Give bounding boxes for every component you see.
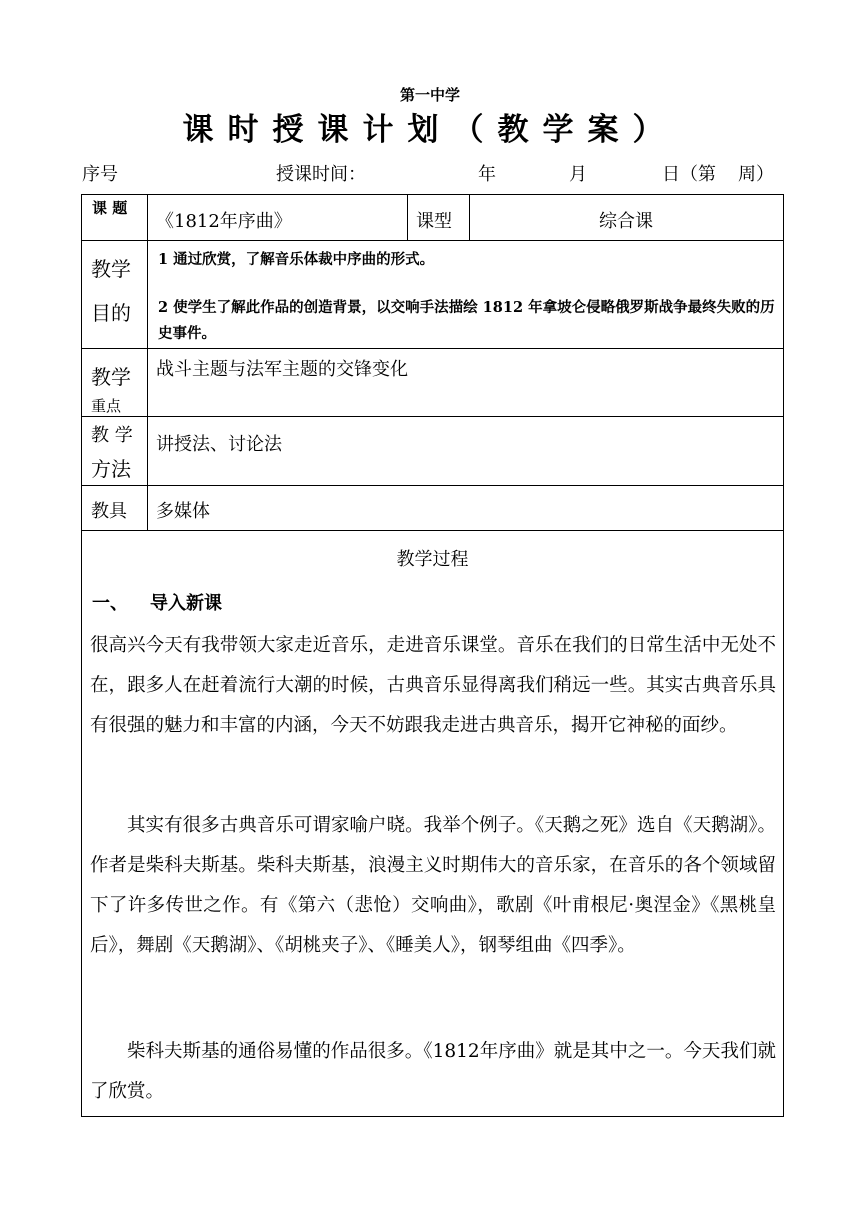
- method-label-1: 教 学: [91, 425, 133, 446]
- year-label: 年: [478, 164, 496, 185]
- body-paragraph: 其实有很多古典音乐可谓家喻户晓。我举个例子。《天鹅之死》选自《天鹅湖》。作者是柴科夫斯基。柴科夫斯基，浪漫主义时期伟大的音乐家，在音乐的各个领域留下了许多传世之作。有《第六（悲怆）交响曲》，歌剧《叶甫根尼·奥涅金》《黑桃皇后》，舞剧《天鹅湖》、《胡桃夹子》、《睡美人》，钢琴组曲《四季》。: [90, 815, 776, 956]
- goal-item: 1 通过欣赏，了解音乐体裁中序曲的形式。: [158, 251, 435, 268]
- focus-label-2: 重点: [91, 397, 122, 415]
- goals-label-1: 教学: [91, 257, 131, 281]
- type-value: 综合课: [599, 211, 653, 232]
- month-label: 月: [569, 164, 587, 185]
- body-paragraph: 柴科夫斯基的通俗易懂的作品很多。《1812年序曲》就是其中之一。今天我们就了欣赏。: [90, 1041, 776, 1102]
- seq-label: 序号: [82, 164, 118, 185]
- type-label: 课型: [416, 211, 452, 232]
- school-name: 第一中学: [399, 86, 460, 104]
- method-label-2: 方法: [91, 457, 131, 481]
- tools-value: 多媒体: [156, 501, 210, 522]
- day-week-label: 日（第: [662, 164, 716, 185]
- page-title: 课时授课计划（教学案）: [182, 112, 678, 148]
- week-close-label: 周）: [738, 164, 774, 185]
- focus-value: 战斗主题与法军主题的交锋变化: [156, 359, 408, 380]
- method-value: 讲授法、讨论法: [156, 434, 282, 455]
- goals-label-2: 目的: [91, 301, 131, 325]
- focus-label-1: 教学: [91, 365, 131, 389]
- time-label: 授课时间：: [276, 164, 366, 185]
- tools-label: 教具: [91, 501, 127, 522]
- schedule-line: [82, 160, 782, 186]
- topic-value: 《1812年序曲》: [156, 211, 292, 232]
- goal-item: 2 使学生了解此作品的创造背景，以交响手法描绘 1812 年拿坡仑侵略俄罗斯战争最终失败的历史事件。: [158, 299, 775, 342]
- lesson-plan-table: [81, 194, 784, 1117]
- process-heading: 教学过程: [396, 549, 469, 570]
- body-paragraph: 很高兴今天有我带领大家走近音乐，走进音乐课堂。音乐在我们的日常生活中无处不在，跟多人在赶着流行大潮的时候，古典音乐显得离我们稍远一些。其实古典音乐具有很强的魅力和丰富的内涵，今天不妨跟我走进古典音乐，揭开它神秘的面纱。: [90, 635, 776, 736]
- topic-label: 课 题: [92, 199, 128, 217]
- section-title: 导入新课: [150, 593, 222, 614]
- section-number: 一、: [92, 593, 128, 614]
